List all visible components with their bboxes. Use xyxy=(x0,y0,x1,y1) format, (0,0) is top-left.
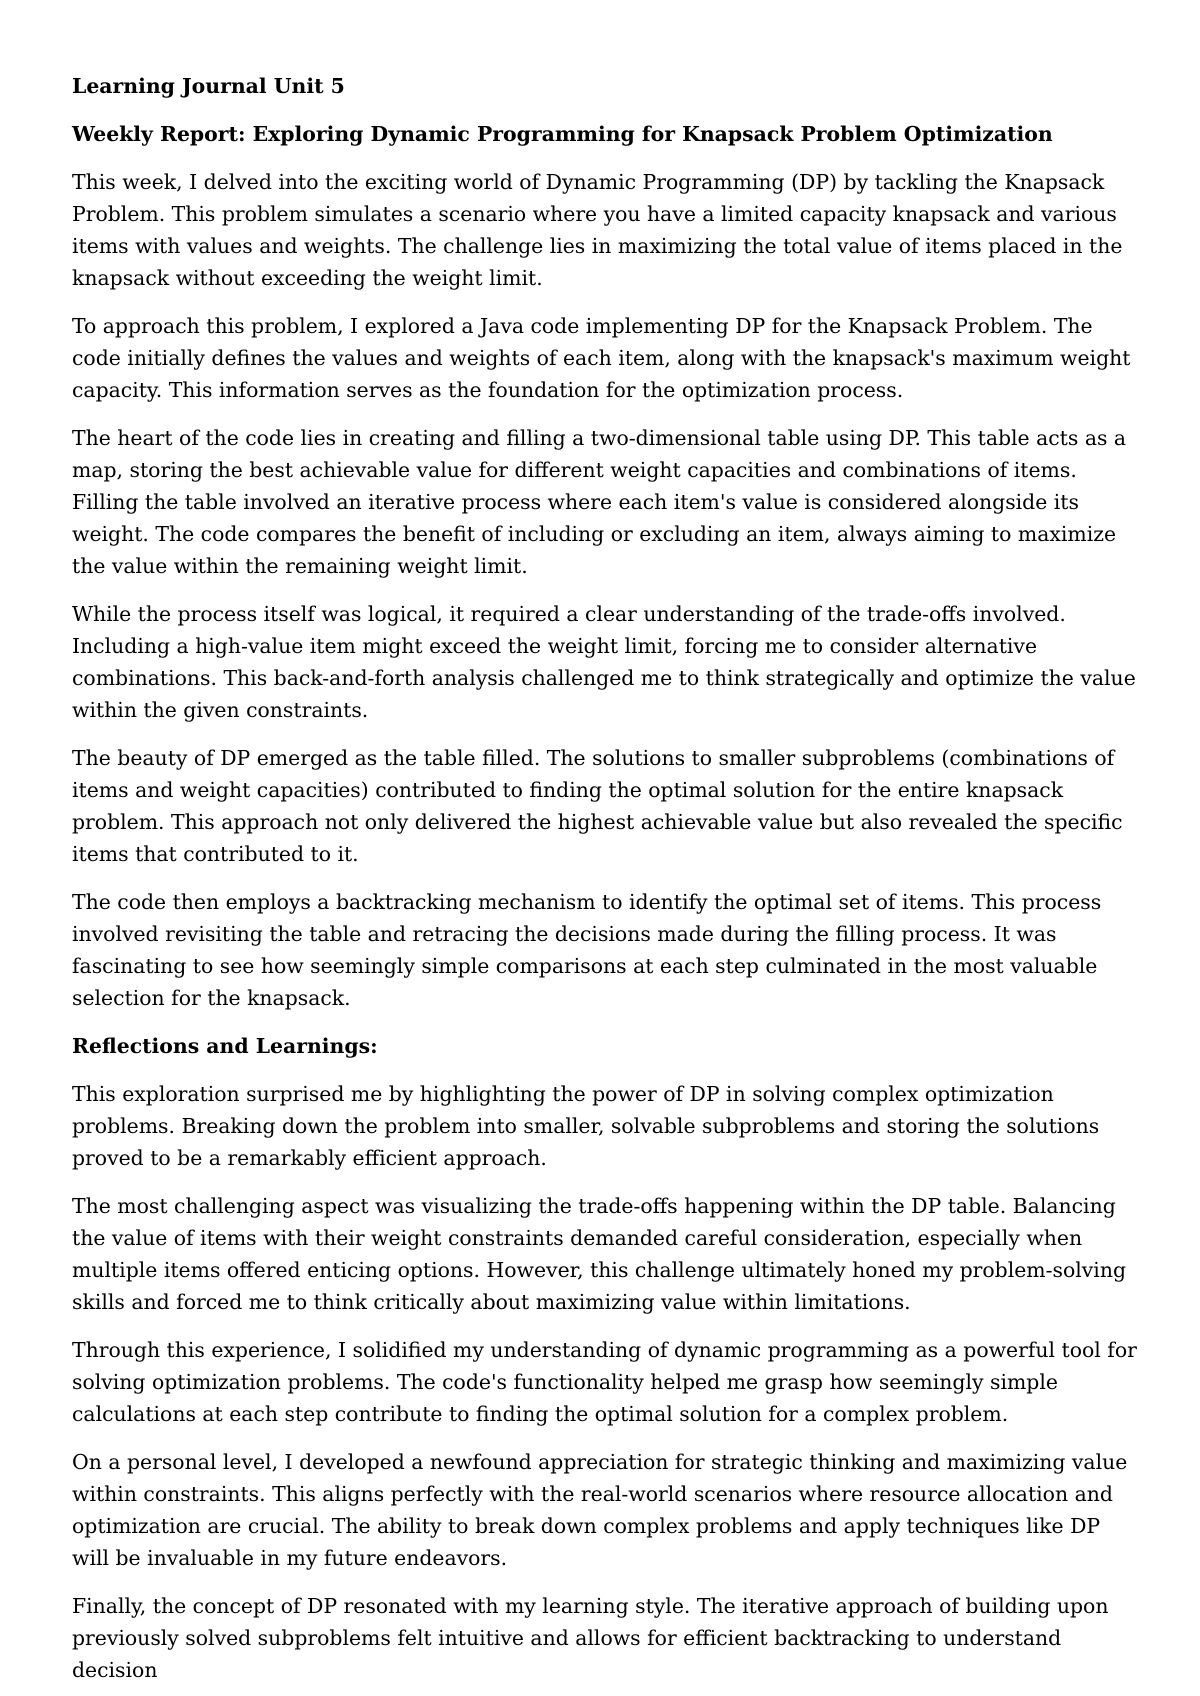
body-paragraph: This week, I delved into the exciting world of Dynamic Programming (DP) by tackling the Knapsack Problem. This problem simulates a scenario where you have a limited capacity knapsack and various items with values and weights. The challenge lies in maximizing the total value of items placed in the knapsack without exceeding the weight limit. xyxy=(72,170,1123,290)
body-paragraph: To approach this problem, I explored a Java code implementing DP for the Knapsack Problem. The code initially defines the values and weights of each item, along with the knapsack's maximum weight capacity. This information serves as the foundation for the optimization process. xyxy=(72,314,1131,402)
body-paragraph: The heart of the code lies in creating and filling a two-dimensional table using DP. This table acts as a map, storing the best achievable value for different weight capacities and combinations of items. Filling the table involved an iterative process where each item's value is considered alongside its weight. The code compares the benefit of including or excluding an item, always aiming to maximize the value within the remaining weight limit. xyxy=(72,426,1127,578)
body-paragraph: The beauty of DP emerged as the table filled. The solutions to smaller subproblems (combinations of items and weight capacities) contributed to finding the optimal solution for the entire knapsack problem. This approach not only delivered the highest achievable value but also revealed the specific items that contributed to it. xyxy=(72,746,1123,866)
body-paragraph: While the process itself was logical, it required a clear understanding of the trade-offs involved. Including a high-value item might exceed the weight limit, forcing me to consider alternative combinations. This back-and-forth analysis challenged me to think strategically and optimize the value within the given constraints. xyxy=(72,602,1136,722)
reflection-paragraph: The most challenging aspect was visualizing the trade-offs happening within the DP table. Balancing the value of items with their weight constraints demanded careful consideration, especially when multiple items offered enticing options. However, this challenge ultimately honed my problem-solving skills and forced me to think critically about maximizing value within limitations. xyxy=(72,1194,1127,1314)
reflection-paragraph: This exploration surprised me by highlighting the power of DP in solving complex optimization problems. Breaking down the problem into smaller, solvable subproblems and storing the solutions proved to be a remarkably efficient approach. xyxy=(72,1082,1100,1170)
body-paragraph: The code then employs a backtracking mechanism to identify the optimal set of items. This process involved revisiting the table and retracing the decisions made during the filling process. It was fascinating to see how seemingly simple comparisons at each step culminated in the most valuable selection for the knapsack. xyxy=(72,890,1102,1010)
report-heading: Weekly Report: Exploring Dynamic Programming for Knapsack Problem Optimization xyxy=(72,122,1053,146)
reflection-paragraph: On a personal level, I developed a newfound appreciation for strategic thinking and maximizing value within constraints. This aligns perfectly with the real-world scenarios where resource allocation and optimization are crucial. The ability to break down complex problems and apply techniques like DP will be invaluable in my future endeavors. xyxy=(72,1450,1128,1570)
document-page xyxy=(72,70,1142,1686)
reflection-paragraph: Through this experience, I solidified my understanding of dynamic programming as a powerful tool for solving optimization problems. The code's functionality helped me grasp how seemingly simple calculations at each step contribute to finding the optimal solution for a complex problem. xyxy=(72,1338,1137,1426)
reflections-heading: Reflections and Learnings: xyxy=(72,1034,378,1058)
reflection-paragraph: Finally, the concept of DP resonated with my learning style. The iterative approach of building upon previously solved subproblems felt intuitive and allows for efficient backtracking to understand decision xyxy=(72,1594,1109,1682)
document-title: Learning Journal Unit 5 xyxy=(72,74,345,98)
